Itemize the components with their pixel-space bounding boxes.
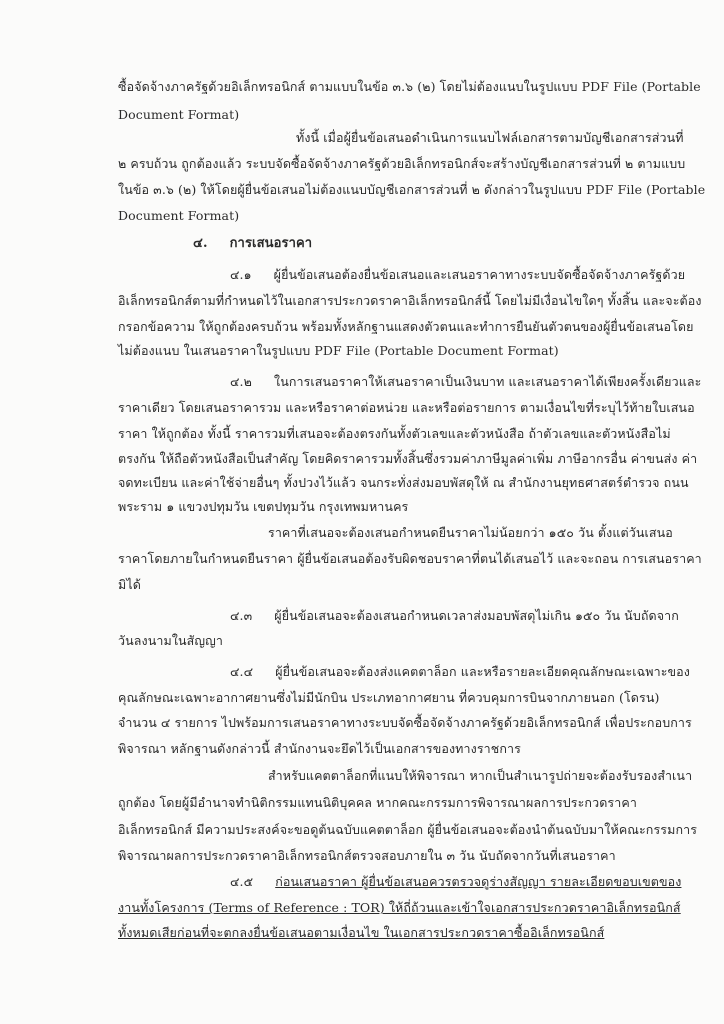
body-text-line: ราคา ให้ถูกต้อง ทั้งนี้ ราคารวมที่เสนอจะต้องตรงกันทั้งตัวเลขและตัวหนังสือ ถ้าตัวเลขและตัวหนังสือไม่ [118, 426, 671, 441]
body-text-line: มิได้ [118, 577, 141, 592]
body-text-line: ราคาโดยภายในกำหนดยืนราคา ผู้ยื่นข้อเสนอต้องรับผิดชอบราคาที่ตนได้เสนอไว้ และจะถอน การเสนอราคา [118, 551, 702, 566]
section-heading [193, 236, 312, 252]
body-text-line: ในข้อ ๓.๖ (๒) ให้โดยผู้ยื่นข้อเสนอไม่ต้องแนบบัญชีเอกสารส่วนที่ ๒ ดังกล่าวในรูปแบบ PDF File (Portable [118, 182, 706, 197]
body-text-line: ไม่ต้องแนบ ในเสนอราคาในรูปแบบ PDF File (Portable Document Format) [118, 343, 559, 358]
clause-text: ผู้ยื่นข้อเสนอจะต้องส่งแคตตาล็อก และหรือรายละเอียดคุณลักษณะเฉพาะของ [275, 664, 690, 679]
clause-number: ๔.๒ [230, 374, 252, 389]
body-text-line: ทั้งหมดเสียก่อนที่จะตกลงยื่นข้อเสนอตามเงื่อนไข ในเอกสารประกวดราคาซื้ออิเล็กทรอนิกส์ [118, 925, 605, 940]
body-text-line: พิจารณา หลักฐานดังกล่าวนี้ สำนักงานจะยึดไว้เป็นเอกสารของทางราชการ [118, 741, 521, 756]
body-text-line: ทั้งนี้ เมื่อผู้ยื่นข้อเสนอดำเนินการแนบไฟล์เอกสารตามบัญชีเอกสารส่วนที่ [296, 130, 684, 145]
body-text-line: ซื้อจัดจ้างภาครัฐด้วยอิเล็กทรอนิกส์ ตามแบบในข้อ ๓.๖ (๒) โดยไม่ต้องแนบในรูปแบบ PDF File (Portable [118, 79, 701, 94]
section-title: การเสนอราคา [229, 236, 313, 251]
clause-text: ในการเสนอราคาให้เสนอราคาเป็นเงินบาท และเสนอราคาได้เพียงครั้งเดียวและ [273, 374, 702, 389]
body-text-line: ราคาที่เสนอจะต้องเสนอกำหนดยืนราคาไม่น้อยกว่า ๑๕๐ วัน ตั้งแต่วันเสนอ [268, 525, 673, 540]
clause-text: ผู้ยื่นข้อเสนอต้องยื่นข้อเสนอและเสนอราคาทางระบบจัดซื้อจัดจ้างภาครัฐด้วย [273, 267, 686, 282]
body-text-line: ถูกต้อง โดยผู้มีอำนาจทำนิติกรรมแทนนิติบุคคล หากคณะกรรมการพิจารณาผลการประกวดราคา [118, 795, 637, 810]
body-text-line: กรอกข้อความ ให้ถูกต้องครบถ้วน พร้อมทั้งหลักฐานแสดงตัวตนและทำการยืนยันตัวตนของผู้ยื่นข้อเสนอโดย [118, 319, 694, 334]
clause-line [230, 874, 681, 890]
clause-line [230, 664, 690, 680]
body-text-line: Document Format) [118, 208, 240, 223]
body-text-line: พิจารณาผลการประกวดราคาอิเล็กทรอนิกส์ตรวจสอบภายใน ๓ วัน นับถัดจากวันที่เสนอราคา [118, 848, 616, 863]
clause-line [230, 267, 685, 283]
clause-text: ผู้ยื่นข้อเสนอจะต้องเสนอกำหนดเวลาส่งมอบพัสดุไม่เกิน ๑๕๐ วัน นับถัดจาก [274, 608, 679, 623]
body-text-line: พระราม ๑ แขวงปทุมวัน เขตปทุมวัน กรุงเทพมหานคร [118, 499, 409, 514]
body-text-line: ๒ ครบถ้วน ถูกต้องแล้ว ระบบจัดซื้อจัดจ้างภาครัฐด้วยอิเล็กทรอนิกส์จะสร้างบัญชีเอกสารส่วนที่ ๒ ตามแบบ [118, 156, 686, 171]
body-text-line: วันลงนามในสัญญา [118, 633, 224, 648]
body-text-line: คุณลักษณะเฉพาะอากาศยานซึ่งไม่มีนักบิน ประเภทอากาศยาน ที่ควบคุมการบินจากภายนอก (โดรน) [118, 690, 660, 705]
clause-text: ก่อนเสนอราคา ผู้ยื่นข้อเสนอควรตรวจดูร่างสัญญา รายละเอียดขอบเขตของ [275, 874, 682, 889]
body-text-line: อิเล็กทรอนิกส์ตามที่กำหนดไว้ในเอกสารประกวดราคาอิเล็กทรอนิกส์นี้ โดยไม่มีเงื่อนไขใดๆ ทั้งสิ้น และจะต้อง [118, 293, 702, 308]
body-text-line: งานทั้งโครงการ (Terms of Reference : TOR) ให้ถี่ถ้วนและเข้าใจเอกสารประกวดราคาอิเล็กทรอนิกส์ [118, 900, 681, 915]
body-text-line: ราคาเดียว โดยเสนอราคารวม และหรือราคาต่อหน่วย และหรือต่อรายการ ตามเงื่อนไขที่ระบุไว้ท้ายใบเสนอ [118, 400, 695, 415]
clause-number: ๔.๑ [230, 267, 252, 282]
body-text-line: สำหรับแคตตาล็อกที่แนบให้พิจารณา หากเป็นสำเนารูปถ่ายจะต้องรับรองสำเนา [268, 768, 693, 783]
clause-number: ๔.๕ [230, 874, 254, 889]
body-text-line: ตรงกัน ให้ถือตัวหนังสือเป็นสำคัญ โดยคิดราคารวมทั้งสิ้นซึ่งรวมค่าภาษีมูลค่าเพิ่ม ภาษีอากรอื่น ค่าขนส่ง ค่า [118, 451, 698, 466]
clause-number: ๔.๔ [230, 664, 254, 679]
clause-line [230, 608, 679, 624]
body-text-line: Document Format) [118, 107, 240, 122]
clause-number: ๔.๓ [230, 608, 253, 623]
body-text-line: อิเล็กทรอนิกส์ มีความประสงค์จะขอดูต้นฉบับแคตตาล็อก ผู้ยื่นข้อเสนอจะต้องนำต้นฉบับมาให้คณะกรรมการ [118, 822, 698, 837]
body-text-line: จำนวน ๔ รายการ ไปพร้อมการเสนอราคาทางระบบจัดซื้อจัดจ้างภาครัฐด้วยอิเล็กทรอนิกส์ เพื่อประกอบการ [118, 715, 692, 730]
clause-line [230, 374, 701, 390]
body-text-line: จดทะเบียน และค่าใช้จ่ายอื่นๆ ทั้งปวงไว้แล้ว จนกระทั่งส่งมอบพัสดุให้ ณ สำนักงานยุทธศาสตร์ตำรวจ ถนน [118, 475, 689, 490]
section-number: ๔. [193, 236, 208, 251]
